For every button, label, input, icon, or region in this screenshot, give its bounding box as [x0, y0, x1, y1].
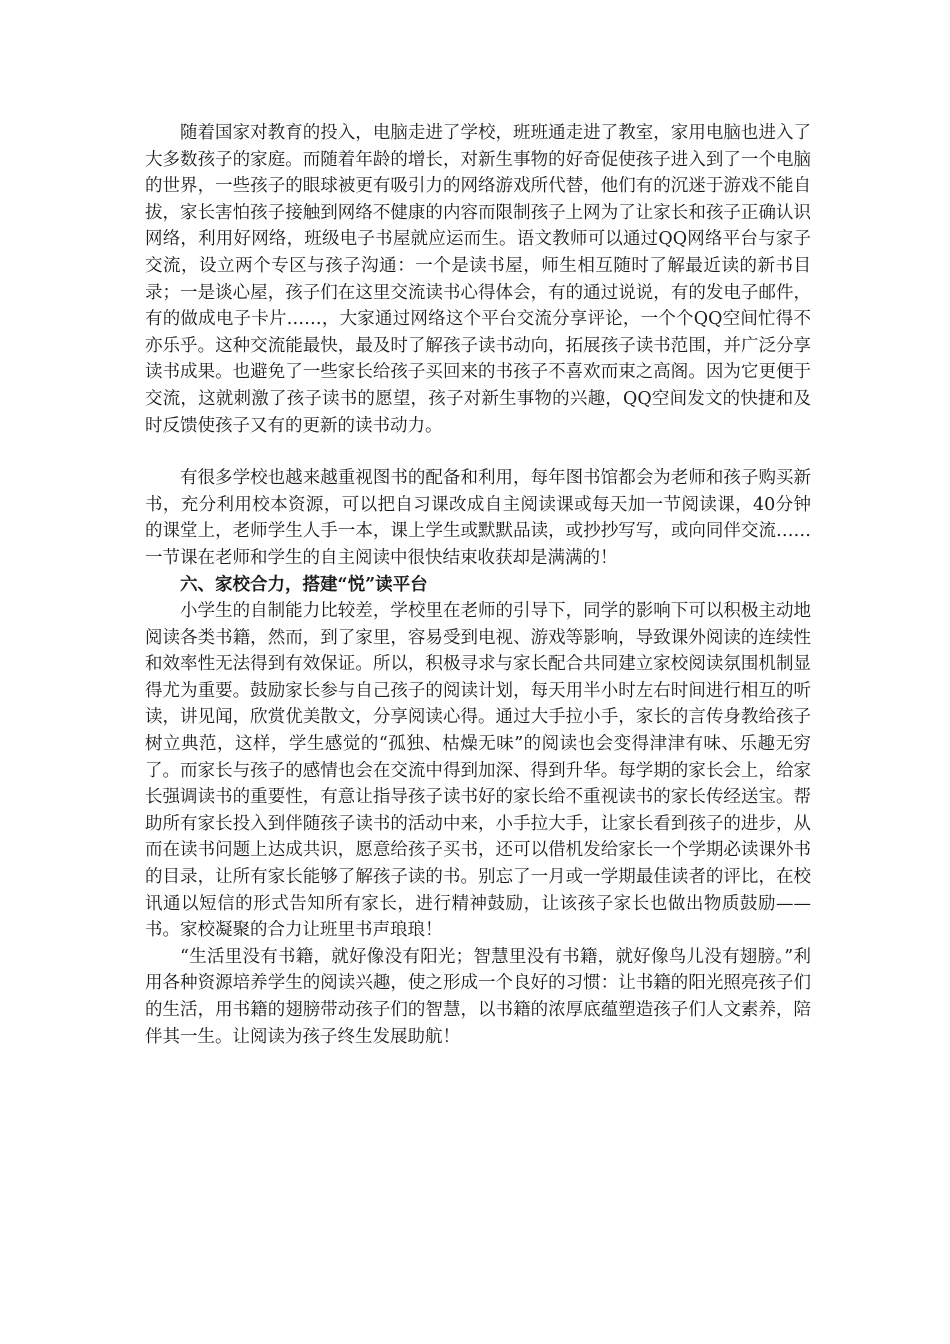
- paragraph-school-library: 有很多学校也越来越重视图书的配备和利用，每年图书馆都会为老师和孩子购买新书，充分利用校本资源，可以把自习课改成自主阅读课或每天加一节阅读课，40分钟的课堂上，老师学生人手一本，课上学生或默默品读，或抄抄写写，或向同伴交流……一节课在老师和学生的自主阅读中很快结束收获却是满满的！: [145, 468, 811, 568]
- paragraph-e-bookshelf: 随着国家对教育的投入，电脑走进了学校，班班通走进了教室，家用电脑也进入了大多数孩子的家庭。而随着年龄的增长，对新生事物的好奇促使孩子进入到了一个电脑的世界，一些孩子的眼球被更有吸引力的网络游戏所代替，他们有的沉迷于游戏不能自拔，家长害怕孩子接触到网络不健康的内容而限制孩子上网为了让家长和孩子正确认识网络，利用好网络，班级电子书屋就应运而生。语文教师可以通过QQ网络平台与家子交流，设立两个专区与孩子沟通：一个是读书屋，师生相互随时了解最近读的新书目录；一是谈心屋，孩子们在这里交流读书心得体会，有的通过说说，有的发电子邮件，有的做成电子卡片……，大家通过网络这个平台交流分享评论，一个个QQ空间忙得不亦乐乎。这种交流能最快，最及时了解孩子读书动向，拓展孩子读书范围，并广泛分享读书成果。也避免了一些家长给孩子买回来的书孩子不喜欢而束之高阁。因为它更便于交流，这就刺激了孩子读书的愿望，孩子对新生事物的兴趣，QQ空间发文的快捷和及时反馈使孩子又有的更新的读书动力。: [145, 123, 811, 436]
- section-heading: 六、家校合力，搭建“悦”读平台: [180, 574, 428, 595]
- document-body: [145, 120, 811, 1050]
- paragraph-home-school: 小学生的自制能力比较差，学校里在老师的引导下，同学的影响下可以积极主动地阅读各类书籍，然而，到了家里，容易受到电视、游戏等影响，导致课外阅读的连续性和效率性无法得到有效保证。所以，积极寻求与家长配合共同建立家校阅读氛围机制显得尤为重要。鼓励家长参与自己孩子的阅读计划，每天用半小时左右时间进行相互的听读，讲见闻，欣赏优美散文，分享阅读心得。通过大手拉小手，家长的言传身教给孩子树立典范，这样，学生感觉的“孤独、枯燥无味”的阅读也会变得津津有味、乐趣无穷了。而家长与孩子的感情也会在交流中得到加深、得到升华。每学期的家长会上，给家长强调读书的重要性，有意让指导孩子读书好的家长给不重视读书的家长传经送宝。帮助所有家长投入到伴随孩子读书的活动中来，小手拉大手，让家长看到孩子的进步，从而在读书问题上达成共识，愿意给孩子买书，还可以借机发给家长一个学期必读课外书的目录，让所有家长能够了解孩子读的书。别忘了一月或一学期最佳读者的评比，在校讯通以短信的形式告知所有家长，进行精神鼓励，让该孩子家长也做出物质鼓励——书。家校凝聚的合力让班里书声琅琅！: [145, 601, 811, 941]
- paragraph-conclusion: “生活里没有书籍，就好像没有阳光；智慧里没有书籍，就好像鸟儿没有翅膀。”利用各种资源培养学生的阅读兴趣，使之形成一个良好的习惯：让书籍的阳光照亮孩子们的生活，用书籍的翅膀带动孩子们的智慧，以书籍的浓厚底蕴塑造孩子们人文素养，陪伴其一生。让阅读为孩子终生发展助航！: [145, 946, 811, 1047]
